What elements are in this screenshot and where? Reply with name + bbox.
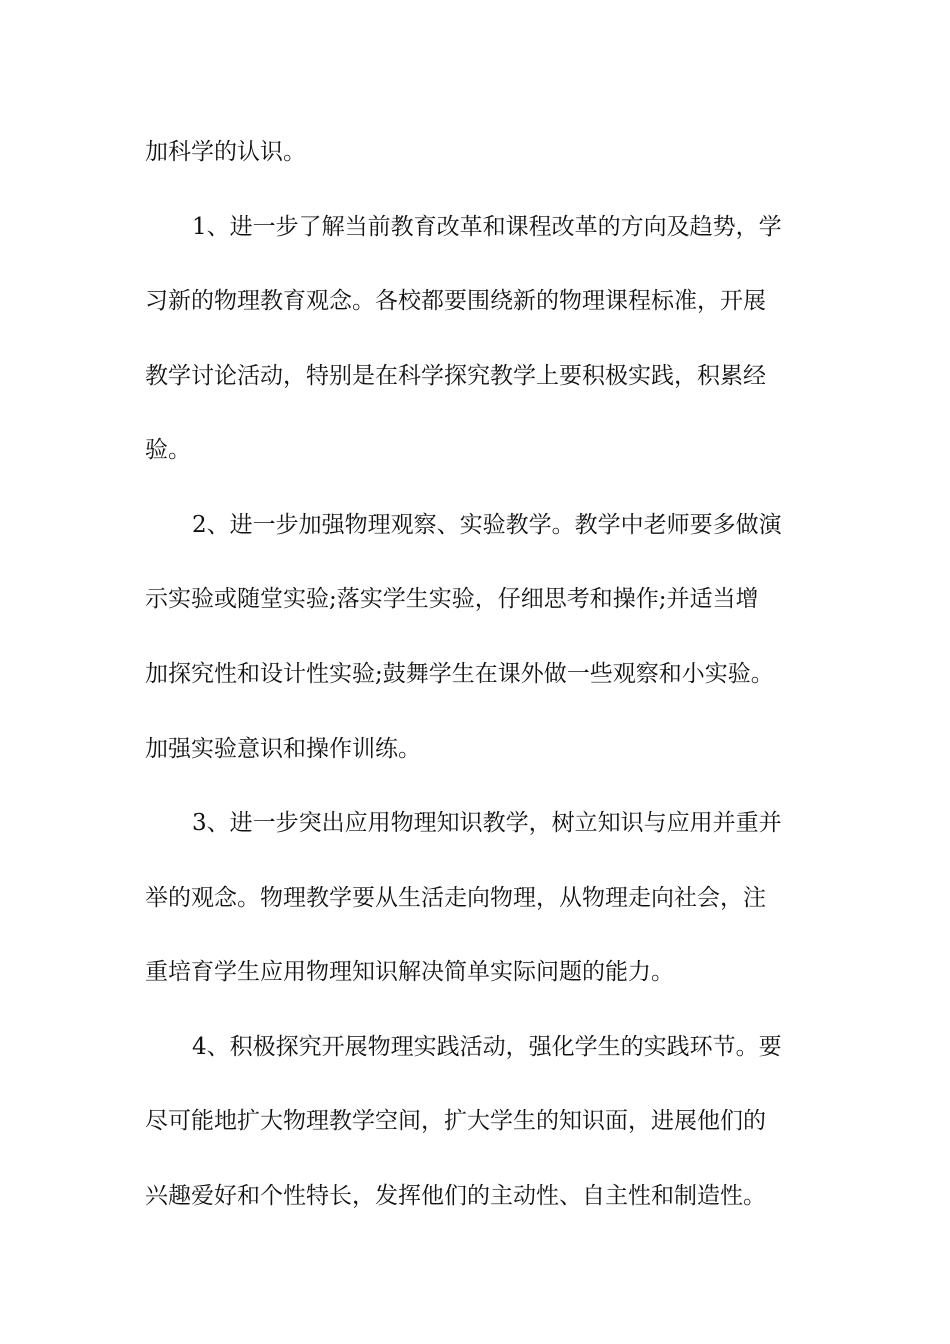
text-line: 尽可能地扩大物理教学空间，扩大学生的知识面，进展他们的: [145, 1108, 766, 1134]
paragraph-1-line: 1、进一步了解当前教育改革和课程改革的方向及趋势，学: [192, 214, 782, 240]
paragraph-3-line: 3、进一步突出应用物理知识教学，树立知识与应用并重并: [192, 810, 782, 836]
text-line: 习新的物理教育观念。各校都要围绕新的物理课程标准，开展: [145, 288, 766, 314]
text-line: 重培育学生应用物理知识解决简单实际问题的能力。: [145, 959, 674, 985]
text-line: 加探究性和设计性实验;鼓舞学生在课外做一些观察和小实验。: [145, 661, 774, 687]
text-line: 教学讨论活动，特别是在科学探究教学上要积极实践，积累经: [145, 363, 766, 389]
paragraph-4-line: 4、积极探究开展物理实践活动，强化学生的实践环节。要: [192, 1034, 782, 1060]
text-line: 示实验或随堂实验;落实学生实验，仔细思考和操作;并适当增: [145, 586, 759, 612]
text-line: 举的观念。物理教学要从生活走向物理，从物理走向社会，注: [145, 885, 766, 911]
text-line: 兴趣爱好和个性特长，发挥他们的主动性、自主性和制造性。: [145, 1183, 766, 1209]
text-line: 加科学的认识。: [145, 139, 306, 165]
paragraph-2-line: 2、进一步加强物理观察、实验教学。教学中老师要多做演: [192, 512, 782, 538]
text-line: 加强实验意识和操作训练。: [145, 736, 421, 762]
text-line: 验。: [145, 437, 191, 463]
